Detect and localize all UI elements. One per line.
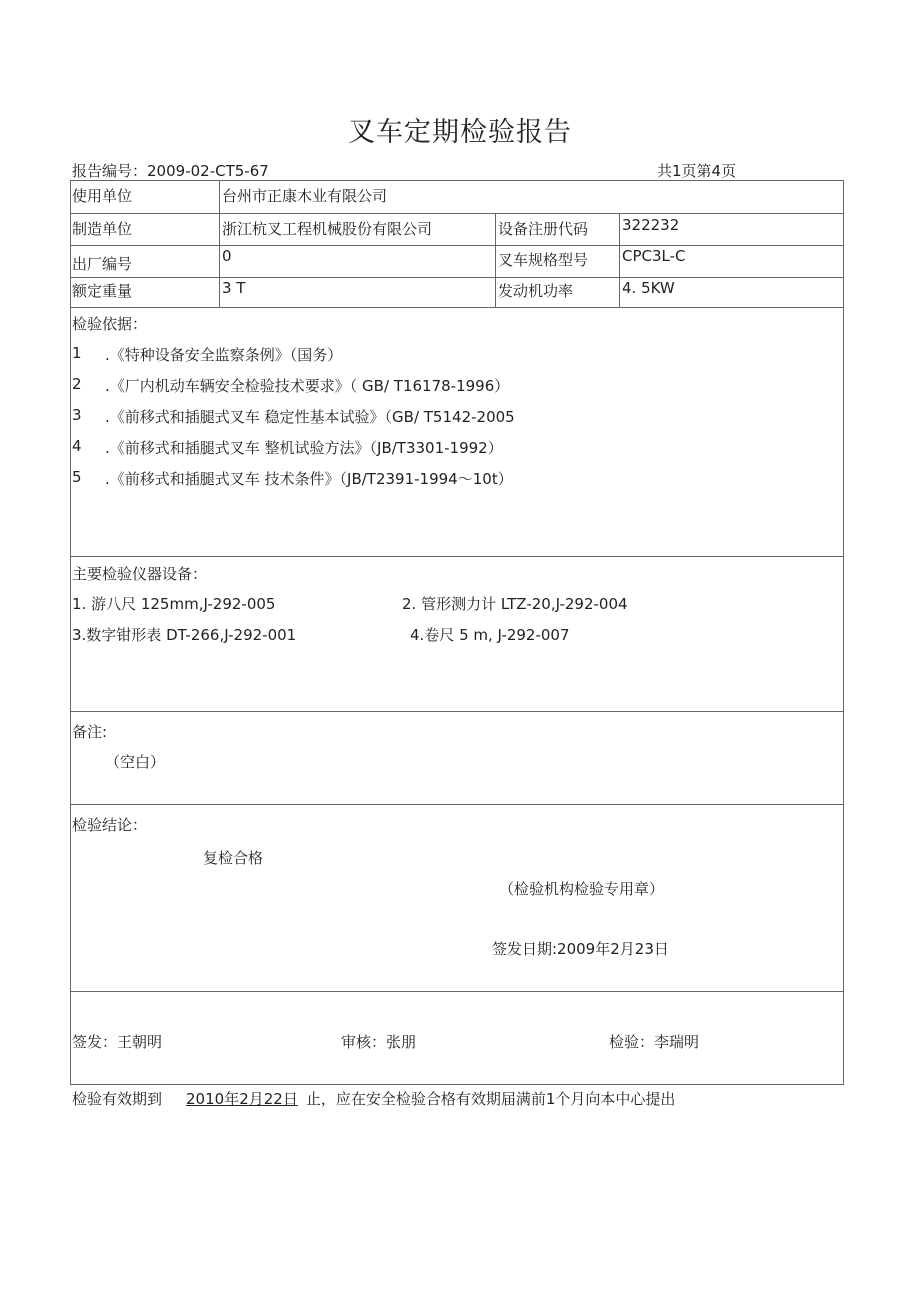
rule bbox=[71, 711, 843, 712]
report-number bbox=[72, 160, 269, 181]
load-value: 3 T bbox=[222, 279, 246, 297]
rule bbox=[219, 181, 220, 307]
rule bbox=[71, 277, 843, 278]
instrument-item: 1. 游八尺 125mm,J-292-005 bbox=[72, 595, 276, 613]
rule bbox=[495, 213, 496, 307]
serial-value: 0 bbox=[222, 247, 232, 265]
basis-item-number: 3 bbox=[72, 406, 82, 424]
basis-heading: 检验依据： bbox=[72, 315, 148, 333]
report-number-value: 2009-02-CT5-67 bbox=[147, 162, 269, 180]
conclusion-heading: 检验结论： bbox=[72, 816, 148, 834]
instrument-item: 3.数字钳形表 DT-266,J-292-001 bbox=[72, 626, 297, 644]
power-value: 4. 5KW bbox=[622, 279, 675, 297]
page-info: 共1页第4页 bbox=[657, 162, 737, 180]
rule bbox=[619, 213, 620, 307]
validity-date: 2010年2月22日 bbox=[186, 1090, 298, 1108]
model-value: CPC3L-C bbox=[622, 247, 686, 265]
power-label: 发动机功率 bbox=[498, 282, 574, 300]
basis-item-text: .《前移式和插腿式叉车 技术条件》（JB/T2391-1994～10t） bbox=[105, 470, 513, 488]
report-number-label: 报告编号： bbox=[72, 162, 148, 180]
basis-item-number: 1 bbox=[72, 344, 82, 362]
instrument-item: 2. 管形测力计 LTZ-20,J-292-004 bbox=[402, 595, 628, 613]
maker-label: 制造单位 bbox=[72, 220, 133, 238]
basis-item-text: .《前移式和插腿式叉车 稳定性基本试验》（GB/ T5142-2005 bbox=[105, 408, 515, 426]
reviewer-signature: 审核：张朋 bbox=[341, 1033, 417, 1051]
serial-label: 出厂编号 bbox=[72, 255, 133, 273]
validity-prefix: 检验有效期到 bbox=[72, 1090, 163, 1108]
remarks-value: （空白） bbox=[105, 753, 166, 771]
reg-code-label: 设备注册代码 bbox=[498, 220, 589, 238]
rule bbox=[71, 556, 843, 557]
rule bbox=[71, 804, 843, 805]
page-title: 叉车定期检验报告 bbox=[348, 117, 572, 148]
remarks-heading: 备注: bbox=[72, 723, 108, 741]
maker-value: 浙江杭叉工程机械股份有限公司 bbox=[222, 220, 433, 238]
basis-item-text: .《特种设备安全监察条例》（国务） bbox=[105, 346, 343, 364]
validity-suffix: 止，应在安全检验合格有效期届满前1个月向本中心提出 bbox=[305, 1090, 676, 1108]
rule bbox=[71, 213, 843, 214]
instrument-item: 4.卷尺 5 m, J-292-007 bbox=[410, 626, 570, 644]
basis-item-number: 4 bbox=[72, 437, 82, 455]
issue-date: 签发日期:2009年2月23日 bbox=[492, 940, 669, 958]
rule bbox=[71, 991, 843, 992]
rule bbox=[71, 307, 843, 308]
basis-item-text: .《前移式和插腿式叉车 整机试验方法》（JB/T3301-1992） bbox=[105, 439, 503, 457]
rule bbox=[71, 245, 843, 246]
reg-code-value: 322232 bbox=[622, 216, 680, 234]
validity-note bbox=[72, 1088, 675, 1109]
basis-item-number: 2 bbox=[72, 375, 82, 393]
seal-text: （检验机构检验专用章） bbox=[499, 880, 665, 898]
user-unit-label: 使用单位 bbox=[72, 187, 133, 205]
basis-item-text: .《厂内机动车辆安全检验技术要求》（ GB/ T16178-1996） bbox=[105, 377, 510, 395]
model-label: 叉车规格型号 bbox=[498, 251, 589, 269]
user-unit-value: 台州市正康木业有限公司 bbox=[222, 187, 388, 205]
instruments-heading: 主要检验仪器设备： bbox=[72, 565, 208, 583]
basis-item-number: 5 bbox=[72, 468, 82, 486]
issuer-signature: 签发：王朝明 bbox=[72, 1033, 163, 1051]
conclusion-result: 复检合格 bbox=[203, 849, 264, 867]
load-label: 额定重量 bbox=[72, 282, 133, 300]
inspector-signature: 检验：李瑞明 bbox=[609, 1033, 700, 1051]
report-form bbox=[70, 180, 844, 1085]
